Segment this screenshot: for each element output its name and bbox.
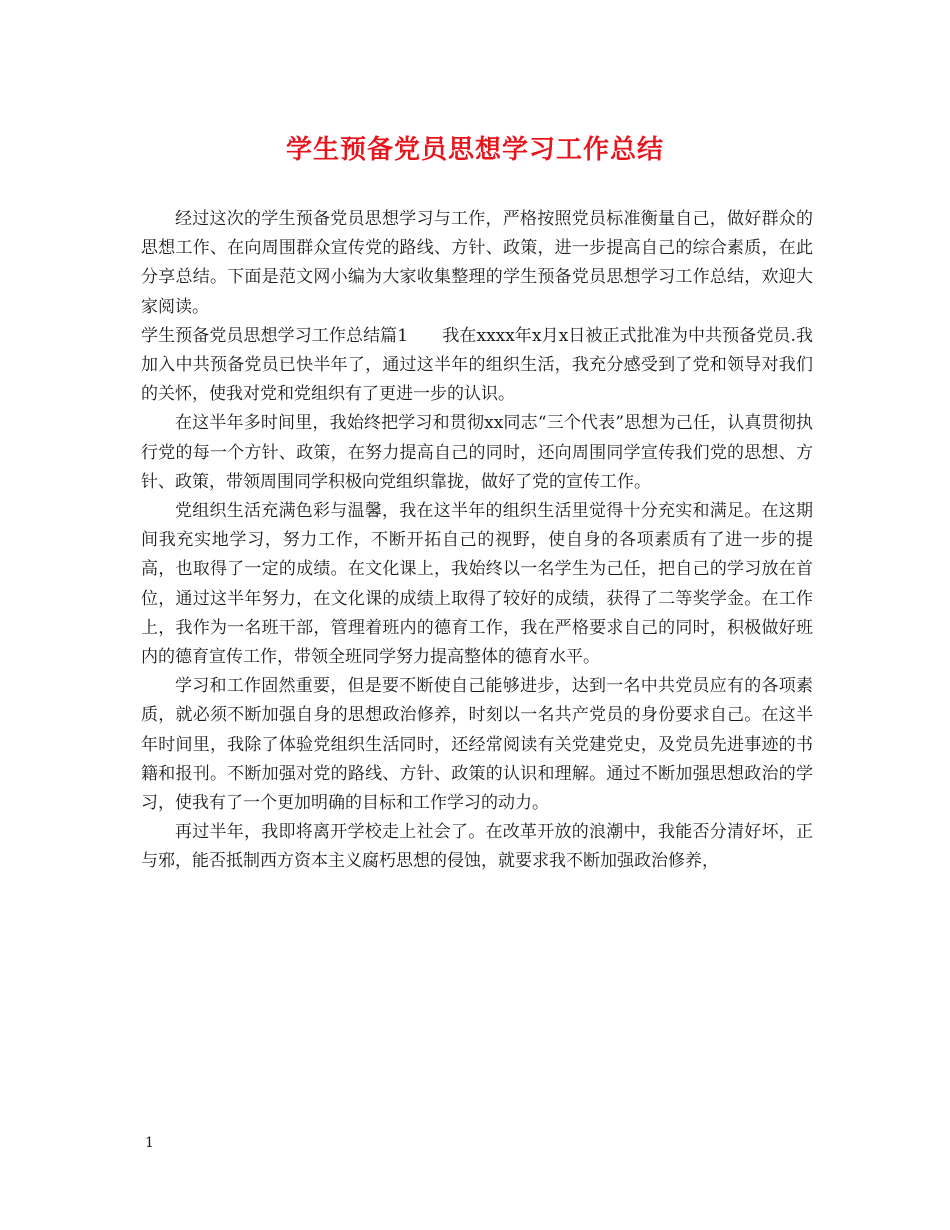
paragraph: 学习和工作固然重要，但是要不断使自己能够进步，达到一名中共党员应有的各项素质，就必须不断加强自身的思想政治修养，时刻以一名共产党员的身份要求自己。在这半年时间里，我除了体验党组织生活同时，还经常阅读有关党建党史，及党员先进事迹的书籍和报刊。不断加强对党的路线、方针、政策的认识和理解。通过不断加强思想政治的学习，使我有了一个更加明确的目标和工作学习的动力。 (141, 676, 813, 814)
page-number: 1 (145, 1135, 154, 1151)
paragraph: 再过半年，我即将离开学校走上社会了。在改革开放的浪潮中，我能否分清好坏，正与邪，能否抵制西方资本主义腐朽思想的侵蚀，就要求我不断加强政治修养， (141, 822, 813, 872)
document-body (141, 205, 813, 877)
paragraph-section-heading: 学生预备党员思想学习工作总结篇1 我在xxxx年x月x日被正式批准为中共预备党员.我加入中共预备党员已快半年了，通过这半年的组织生活，我充分感受到了党和领导对我们的关怀，使我对党和党组织有了更进一步的认识。 (141, 325, 813, 405)
paragraph: 党组织生活充满色彩与温馨，我在这半年的组织生活里觉得十分充实和满足。在这期间我充实地学习，努力工作，不断开拓自己的视野，使自身的各项素质有了进一步的提高，也取得了一定的成绩。在文化课上，我始终以一名学生为己任，把自己的学习放在首位，通过这半年努力，在文化课的成绩上取得了较好的成绩，获得了二等奖学金。在工作上，我作为一名班干部，管理着班内的德育工作，我在严格要求自己的同时，积极做好班内的德育宣传工作，带领全班同学努力提高整体的德育水平。 (141, 501, 813, 668)
paragraph: 在这半年多时间里，我始终把学习和贯彻xx同志“三个代表”思想为己任，认真贯彻执行党的每一个方针、政策，在努力提高自己的同时，还向周围同学宣传我们党的思想、方针、政策，带领周围同学积极向党组织靠拢，做好了党的宣传工作。 (141, 413, 813, 492)
document-title: 学生预备党员思想学习工作总结 (285, 135, 664, 165)
paragraph-intro: 经过这次的学生预备党员思想学习与工作，严格按照党员标准衡量自己，做好群众的思想工作、在向周围群众宣传党的路线、方针、政策，进一步提高自己的综合素质，在此分享总结。下面是范文网小编为大家收集整理的学生预备党员思想学习工作总结，欢迎大家阅读。 (141, 209, 813, 317)
